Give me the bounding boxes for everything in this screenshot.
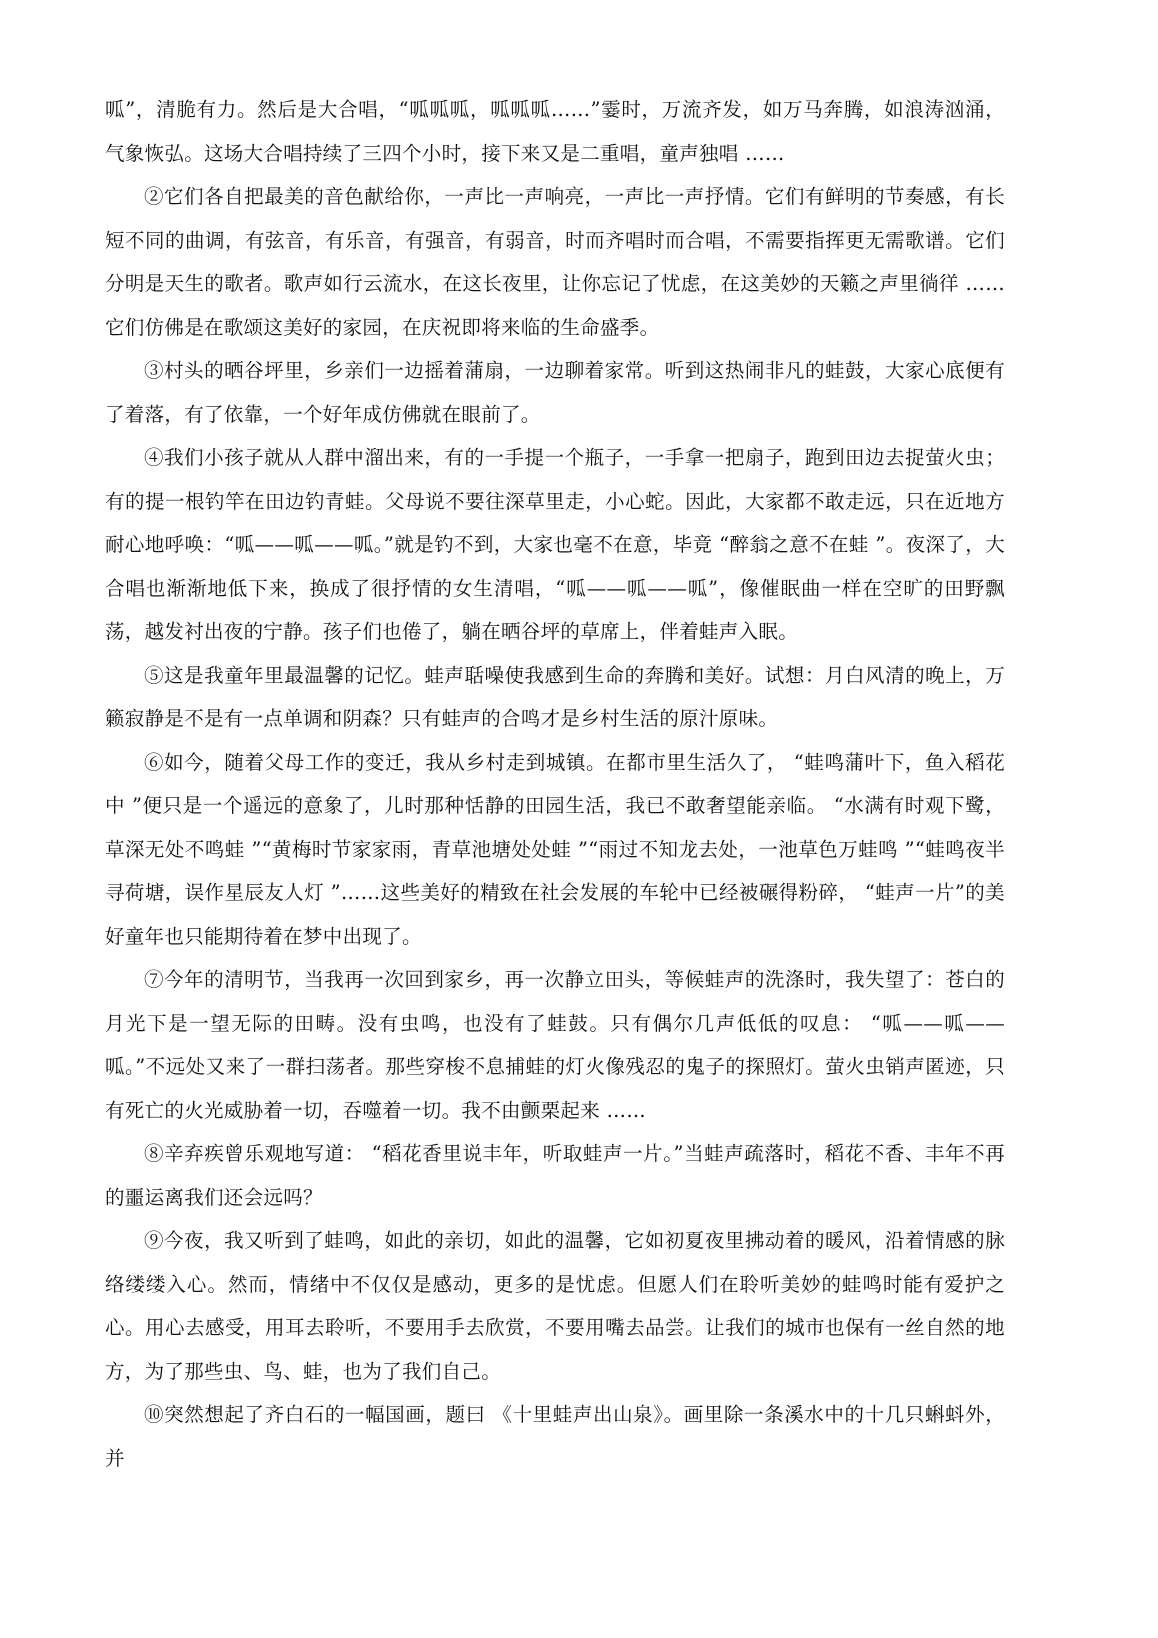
- paragraph-7: ⑦今年的清明节，当我再一次回到家乡，再一次静立田头，等候蛙声的洗涤时，我失望了：苍白的月光下是一望无际的田畴。没有虫鸣，也没有了蛙鼓。只有偶尔几声低低的叹息： “呱——呱——呱。”不远处又来了一群扫荡者。那些穿梭不息捕蛙的灯火像残忍的鬼子的探照灯。萤火虫销声匿迹，只有死亡的火光威胁着一切，吞噬着一切。我不由颤栗起来 ……: [105, 968, 1005, 1122]
- paragraph-8: ⑧辛弃疾曾乐观地写道： “稻花香里说丰年，听取蛙声一片。”当蛙声疏落时，稻花不香、丰年不再的噩运离我们还会远吗？: [105, 1142, 1005, 1209]
- paragraph-9: ⑨今夜，我又听到了蛙鸣，如此的亲切，如此的温馨，它如初夏夜里拂动着的暖风，沿着情感的脉络缕缕入心。然而，情绪中不仅仅是感动，更多的是忧虑。但愿人们在聆听美妙的蛙鸣时能有爱护之心。用心去感受，用耳去聆听，不要用手去欣赏，不要用嘴去品尝。让我们的城市也保有一丝自然的地方，为了那些虫、鸟、蛙，也为了我们自己。: [105, 1229, 1005, 1383]
- paragraph-6: ⑥如今，随着父母工作的变迁，我从乡村走到城镇。在都市里生活久了， “蛙鸣蒲叶下，鱼入稻花中 ”便只是一个遥远的意象了，儿时那种恬静的田园生活，我已不敢奢望能亲临。 “水满有时观下鹭，草深无处不鸣蛙 ”“黄梅时节家家雨，青草池塘处处蛙 ”“雨过不知龙去处，一池草色万蛙鸣 ”“蛙鸣夜半寻荷塘，误作星辰友人灯 ”……这些美好的精致在社会发展的车轮中已经被碾得粉碎， “蛙声一片”的美好童年也只能期待着在梦中出现了。: [105, 750, 1005, 948]
- article-body: [105, 88, 1005, 1480]
- paragraph-3: ③村头的晒谷坪里，乡亲们一边摇着蒲扇，一边聊着家常。听到这热闹非凡的蛙鼓，大家心底便有了着落，有了依靠，一个好年成仿佛就在眼前了。: [105, 359, 1005, 426]
- paragraph-continuation: 呱”，清脆有力。然后是大合唱，“呱呱呱，呱呱呱……”霎时，万流齐发，如万马奔腾，如浪涛汹涌，气象恢弘。这场大合唱持续了三四个小时，接下来又是二重唱，童声独唱 ……: [105, 98, 1005, 165]
- paragraph-4: ④我们小孩子就从人群中溜出来，有的一手提一个瓶子，一手拿一把扇子，跑到田边去捉萤火虫；有的提一根钓竿在田边钓青蛙。父母说不要往深草里走，小心蛇。因此，大家都不敢走远，只在近地方耐心地呼唤：“呱——呱——呱。”就是钓不到，大家也毫不在意，毕竟 “醉翁之意不在蛙 ”。夜深了，大合唱也渐渐地低下来，换成了很抒情的女生清唱，“呱——呱——呱”，像催眠曲一样在空旷的田野飘荡，越发衬出夜的宁静。孩子们也倦了，躺在晒谷坪的草席上，伴着蛙声入眠。: [105, 446, 1005, 643]
- paragraph-10: ⑩突然想起了齐白石的一幅国画，题曰 《十里蛙声出山泉》。画里除一条溪水中的十几只蝌蚪外，并: [105, 1403, 1005, 1470]
- paragraph-5: ⑤这是我童年里最温馨的记忆。蛙声聒噪使我感到生命的奔腾和美好。试想：月白风清的晚上，万籁寂静是不是有一点单调和阴森？只有蛙声的合鸣才是乡村生活的原汁原味。: [105, 663, 1005, 730]
- paragraph-2: ②它们各自把最美的音色献给你，一声比一声响亮，一声比一声抒情。它们有鲜明的节奏感，有长短不同的曲调，有弦音，有乐音，有强音，有弱音，时而齐唱时而合唱，不需要指挥更无需歌谱。它们分明是天生的歌者。歌声如行云流水，在这长夜里，让你忘记了忧虑，在这美妙的天籁之声里徜徉 ……它们仿佛是在歌颂这美好的家园，在庆祝即将来临的生命盛季。: [105, 185, 1005, 339]
